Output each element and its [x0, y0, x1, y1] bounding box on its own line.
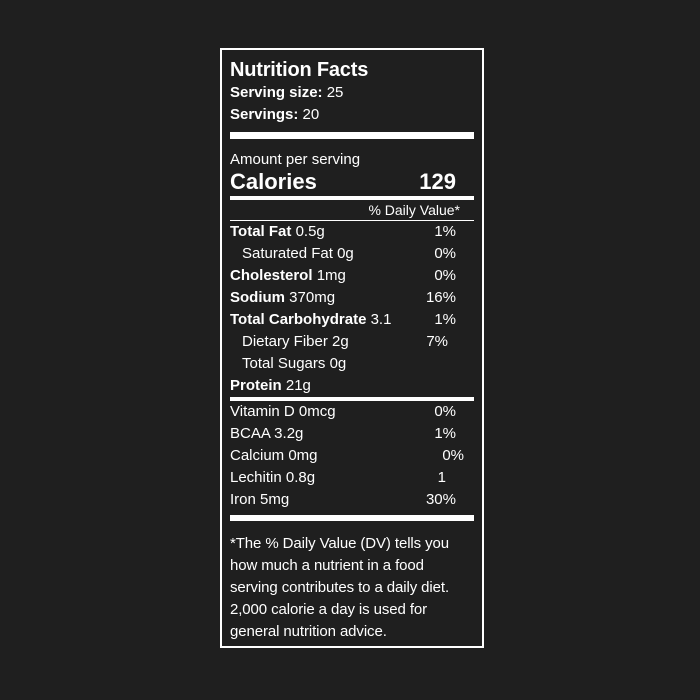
- micronutrient-text: Vitamin D 0mcg: [230, 403, 336, 420]
- micronutrient-text: Iron 5mg: [230, 491, 290, 508]
- micronutrient-text: BCAA 3.2g: [230, 425, 304, 442]
- nutrient-name: Protein: [230, 377, 282, 394]
- micronutrient-text: Calcium 0mg: [230, 447, 318, 464]
- nutrient-row-sodium: [230, 287, 474, 309]
- nutrient-name: Cholesterol: [230, 267, 313, 284]
- nutrient-row-cholesterol: [230, 265, 474, 287]
- nutrient-amount: 1mg: [316, 267, 346, 284]
- micronutrient-dv: 1%: [434, 425, 456, 442]
- micronutrient-dv: 30%: [425, 491, 456, 508]
- footnote-divider: [230, 515, 474, 521]
- nutrient-name: Total Fat: [230, 223, 292, 240]
- nutrient-row-total-carbohydrate: [230, 309, 474, 331]
- micronutrient-dv: 1: [437, 469, 446, 486]
- micronutrient-row-calcium: [230, 445, 474, 467]
- servings: [230, 104, 474, 126]
- amount-per-serving: Amount per serving: [230, 151, 361, 168]
- nutrient-dv: 0%: [434, 267, 456, 284]
- calories-value: 129: [419, 169, 456, 194]
- micronutrient-text: Lechitin 0.8g: [230, 469, 316, 486]
- daily-value-footnote: *The % Daily Value (DV) tells you how much a nutrient in a food serving contributes to a daily diet. 2,000 calorie a day is used for general nutrition advice.: [230, 535, 450, 640]
- nutrient-amount: 0g: [329, 355, 347, 372]
- nutrient-row-total-sugars: [230, 353, 474, 375]
- nutrient-amount: 21g: [285, 377, 311, 394]
- serving-size-label: Serving size:: [230, 84, 323, 101]
- nutrient-amount: 0g: [337, 245, 354, 262]
- label-title: Nutrition Facts: [230, 59, 369, 81]
- serving-size-value: 25: [326, 84, 344, 101]
- nutrient-row-protein: [230, 375, 474, 397]
- nutrient-amount: 0.5g: [295, 223, 325, 240]
- serving-size: [230, 82, 474, 104]
- nutrient-name: Saturated Fat: [242, 245, 333, 262]
- nutrient-amount: 2g: [332, 333, 349, 350]
- nutrition-facts-label: [220, 48, 484, 648]
- nutrient-row-dietary-fiber: [230, 331, 474, 353]
- nutrient-name: Sodium: [230, 289, 285, 306]
- nutrient-amount: 370mg: [289, 289, 336, 306]
- servings-label: Servings:: [230, 106, 299, 123]
- calories-label: Calories: [230, 169, 317, 194]
- nutrient-dv: 0%: [434, 245, 456, 262]
- nutrient-dv: 7%: [426, 333, 448, 350]
- daily-value-header: % Daily Value*: [368, 202, 460, 218]
- nutrient-dv: 16%: [425, 289, 456, 306]
- nutrient-name: Total Carbohydrate: [230, 311, 367, 328]
- micronutrient-row-lechitin: [230, 467, 474, 489]
- micronutrient-dv: 0%: [434, 403, 456, 420]
- nutrient-name: Dietary Fiber: [242, 333, 328, 350]
- micronutrient-row-bcaa: [230, 423, 474, 445]
- nutrient-name: Total Sugars: [242, 355, 326, 372]
- nutrient-row-saturated-fat: [230, 243, 474, 265]
- nutrient-dv: 1%: [434, 223, 456, 240]
- micronutrient-dv: 0%: [442, 447, 464, 464]
- nutrient-amount: 3.1: [370, 311, 392, 328]
- micronutrient-row-iron: [230, 489, 474, 511]
- thick-divider: [230, 132, 474, 139]
- micronutrient-row-vitamin-d: [230, 401, 474, 423]
- servings-value: 20: [302, 106, 320, 123]
- nutrient-row-total-fat: [230, 221, 474, 243]
- nutrient-dv: 1%: [434, 311, 456, 328]
- calories-row: [230, 169, 474, 195]
